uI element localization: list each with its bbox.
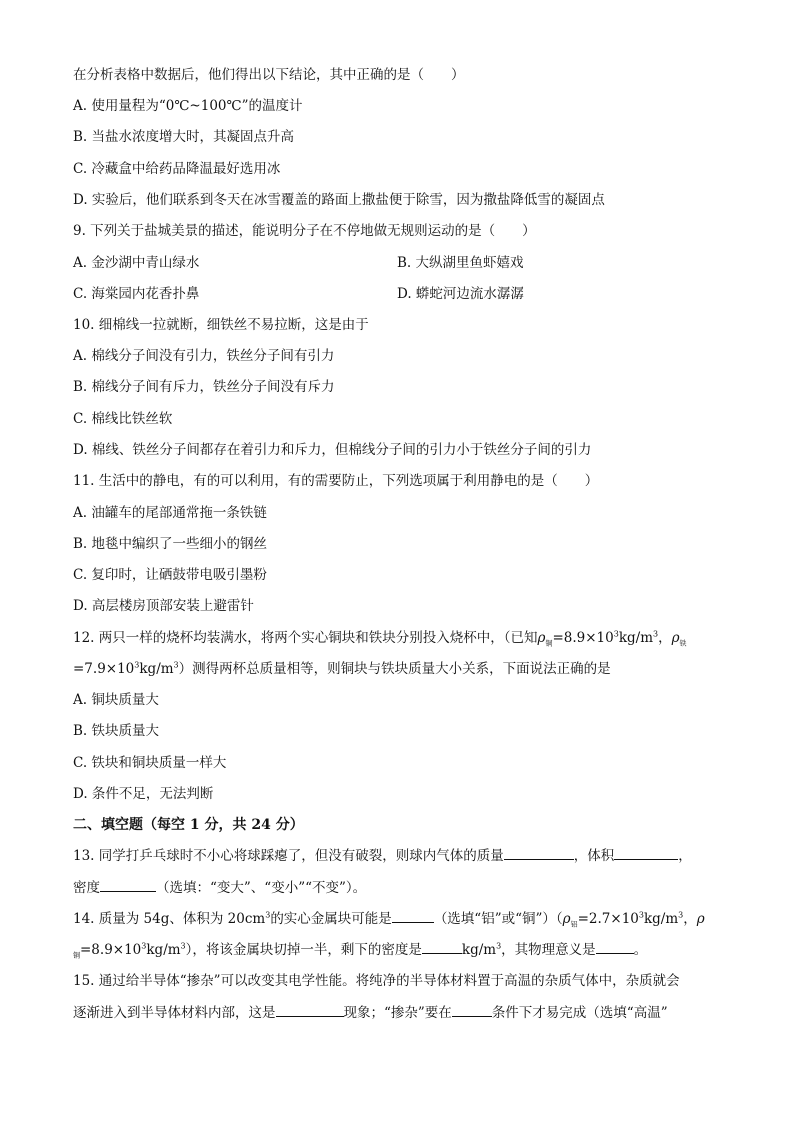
unit: kg/m (146, 942, 181, 958)
rho-symbol: ρ (562, 911, 571, 927)
q12-stem-tail: ）测得两杯总质量相等，则铜块与铁块质量大小关系，下面说法正确的是 (178, 661, 611, 677)
q14-text: ），将该金属块切掉一半，剩下的密度是 (185, 942, 422, 958)
subscript-copper: 铜 (73, 951, 80, 960)
q8-option-d: D. 实验后，他们联系到冬天在冰雪覆盖的路面上撒盐便于除雪，因为撒盐降低雪的凝固点 (73, 192, 605, 208)
q9-option-a: A. 金沙湖中青山绿水 (73, 255, 200, 271)
q10-option-c: C. 棉线比铁丝软 (73, 411, 173, 427)
separator: ， (683, 911, 697, 927)
exponent: 3 (638, 910, 644, 920)
q12-option-d: D. 条件不足，无法判断 (73, 786, 214, 802)
q9-stem: 9. 下列关于盐城美景的描述，能说明分子在不停地做无规则运动的是（ ） (73, 223, 536, 239)
q13-text: 13. 同学打乒乓球时不小心将球踩瘪了，但没有破裂，则球内气体的质量 (73, 848, 504, 864)
q11-option-c: C. 复印时，让硒鼓带电吸引墨粉 (73, 567, 267, 583)
iron-density: =7.9×10 (73, 661, 135, 677)
q15-text: 现象；“掺杂”要在 (343, 1005, 452, 1021)
q9-option-d: D. 蟒蛇河边流水潺潺 (397, 286, 524, 302)
exponent: 3 (141, 941, 147, 951)
exponent: 3 (173, 660, 179, 670)
section-heading-fill-in: 二、填空题（每空 1 分，共 24 分） (73, 817, 304, 833)
q11-option-d: D. 高层楼房顶部安装上避雷针 (73, 598, 254, 614)
exponent: 3 (678, 910, 684, 920)
subscript-copper: 铜 (545, 639, 553, 648)
q12-stem-line2 (73, 660, 611, 678)
exponent: 3 (496, 941, 502, 951)
q15-line1: 15. 通过给半导体“掺杂”可以改变其电学性能。将纯净的半导体材料置于高温的杂质气体中，杂质就会 (73, 973, 680, 989)
unit: kg/m (139, 661, 174, 677)
q12-stem-line1 (73, 629, 687, 647)
subscript-iron: 铁 (679, 639, 687, 648)
q8-option-a: A. 使用量程为“0℃~100℃”的温度计 (73, 98, 303, 114)
answer-blank[interactable] (276, 1004, 344, 1017)
exponent: 3 (265, 910, 271, 920)
q13-text: 密度 (73, 880, 100, 896)
answer-blank[interactable] (452, 1004, 492, 1017)
q9-option-c: C. 海棠园内花香扑鼻 (73, 286, 200, 302)
q12-option-a: A. 铜块质量大 (73, 692, 159, 708)
q12-option-b: B. 铁块质量大 (73, 723, 160, 739)
q10-option-d: D. 棉线、铁丝分子间都存在着引力和斥力，但棉线分子间的引力小于铁丝分子间的引力 (73, 442, 592, 458)
exponent: 3 (613, 629, 619, 639)
unit: kg/m (618, 630, 653, 646)
q14-text: 14. 质量为 54g、体积为 20cm (73, 911, 266, 927)
q13-text: ， (678, 848, 692, 864)
q8-stem: 在分析表格中数据后，他们得出以下结论，其中正确的是（ ） (73, 67, 465, 83)
q14-line1 (73, 910, 705, 928)
q9-option-b: B. 大纵湖里鱼虾嬉戏 (397, 255, 524, 271)
q14-text: =8.9×10 (80, 942, 142, 958)
exponent: 3 (134, 660, 140, 670)
q10-option-b: B. 棉线分子间有斥力，铁丝分子间没有斥力 (73, 379, 335, 395)
q13-line2 (73, 879, 366, 897)
q8-option-b: B. 当盐水浓度增大时，其凝固点升高 (73, 129, 295, 145)
q13-line1 (73, 847, 692, 865)
q13-text: ，体积 (573, 848, 615, 864)
q14-text: 。 (633, 942, 648, 958)
rho-symbol: ρ (696, 911, 705, 927)
unit: kg/m (643, 911, 679, 927)
aluminum-density: =2.7×10 (577, 911, 639, 927)
subscript-aluminum: 铝 (570, 920, 578, 929)
rho-symbol: ρ (537, 630, 546, 646)
q15-line2 (73, 1004, 668, 1022)
copper-density: =8.9×10 (552, 630, 614, 646)
answer-blank[interactable] (596, 941, 634, 954)
q11-stem: 11. 生活中的静电，有的可以利用，有的需要防止，下列选项属于利用静电的是（ ） (73, 473, 599, 489)
q14-text: kg/m (461, 942, 497, 958)
answer-blank[interactable] (614, 847, 678, 860)
q11-option-a: A. 油罐车的尾部通常拖一条铁链 (73, 505, 267, 521)
q14-line2 (73, 941, 647, 959)
exponent: 3 (653, 629, 659, 639)
q14-text: ，其物理意义是 (501, 942, 596, 958)
answer-blank[interactable] (392, 910, 434, 923)
q14-text: （选填“铝”或“铜”）（ (433, 911, 563, 927)
answer-blank[interactable] (100, 879, 156, 892)
answer-blank[interactable] (422, 941, 462, 954)
q13-text: （选填：“变大”、“变小”“不变”）。 (156, 880, 367, 896)
q12-option-c: C. 铁块和铜块质量一样大 (73, 755, 227, 771)
q15-text: 条件下才易完成（选填“高温” (491, 1005, 668, 1021)
q15-text: 逐渐进入到半导体材料内部，这是 (73, 1005, 276, 1021)
q12-stem-text: 12. 两只一样的烧杯均装满水，将两个实心铜块和铁块分别投入烧杯中，（已知 (73, 630, 538, 646)
exponent: 3 (180, 941, 186, 951)
answer-blank[interactable] (504, 847, 574, 860)
q10-stem: 10. 细棉线一拉就断，细铁丝不易拉断，这是由于 (73, 317, 369, 333)
q14-text: 的实心金属块可能是 (270, 911, 392, 927)
separator: ， (658, 630, 672, 646)
rho-symbol: ρ (671, 630, 680, 646)
q8-option-c: C. 冷藏盒中给药品降温最好选用冰 (73, 161, 281, 177)
q11-option-b: B. 地毯中编织了一些细小的钢丝 (73, 536, 268, 552)
q10-option-a: A. 棉线分子间没有引力，铁丝分子间有引力 (73, 348, 335, 364)
